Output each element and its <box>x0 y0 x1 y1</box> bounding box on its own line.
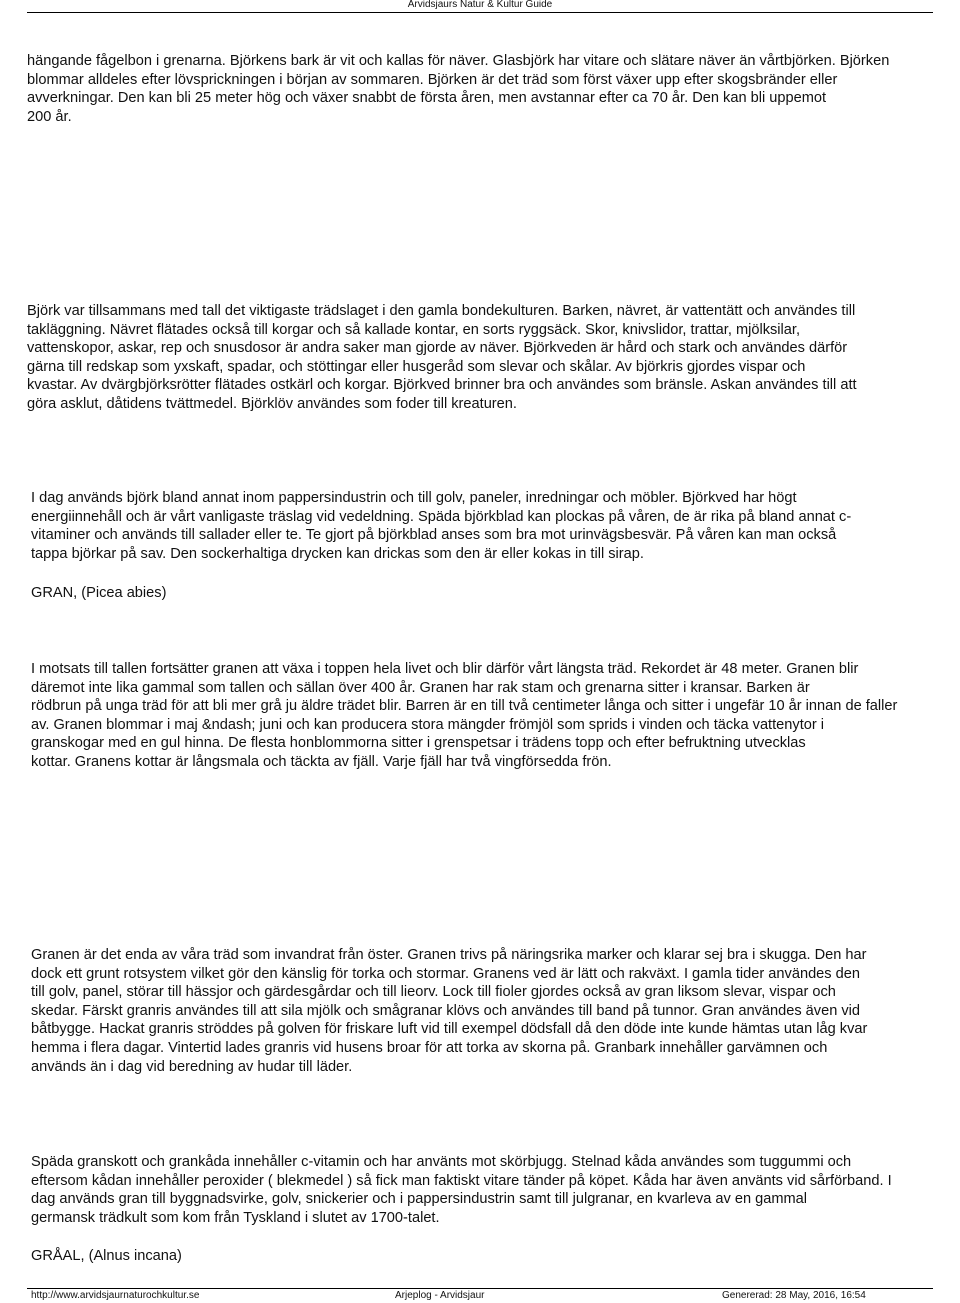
footer-url[interactable]: http://www.arvidsjaurnaturochkultur.se <box>31 1290 200 1301</box>
text-line: Björk var tillsammans med tall det viktigaste trädslaget i den gamla bondekulturen. Barken, nävret, är vattentätt och användes till <box>27 303 856 319</box>
text-line: gärna till redskap som yxskaft, spadar, och stöttingar eller husgeråd som slevar och skålar. Av björkris gjordes vispar och <box>27 358 806 375</box>
text-line: germansk trädkult som kom från Tyskland i slutet av 1700-talet. <box>31 1209 440 1226</box>
text-line: hemma i flera dagar. Vintertid lades granris vid husens broar för att torka av skorna på. Granbark innehåller garvämnen och <box>31 1039 828 1056</box>
text-line: I dag används björk bland annat inom pappersindustrin och till golv, paneler, inredningar och möbler. Björkved har högt <box>31 490 797 506</box>
section-heading: GRAN, (Picea abies) <box>31 585 167 601</box>
text-line: eftersom kådan innehåller peroxider ( blekmedel ) så fick man faktiskt vitare tänder på köpet. Kåda har även använts vid sårförband. I <box>31 1172 892 1189</box>
text-line: båtbygge. Hackat granris ströddes på golven för friskare luft vid till exempel dödsfall då den döde inte kunde hämtas utan låg kvar <box>31 1021 868 1038</box>
text-line: göra asklut, dåtidens tvättmedel. Björklöv användes som foder till kreaturen. <box>27 395 517 412</box>
paragraph-spruce-history <box>31 946 960 1076</box>
header-divider <box>27 12 933 13</box>
text-line: Späda granskott och grankåda innehåller c-vitamin och har använts mot skörbjugg. Stelnad kåda användes som tuggummi och <box>31 1154 852 1170</box>
text-line: hängande fågelbon i grenarna. Björkens bark är vit och kallas för näver. Glasbjörk har vitare och slätare näver än vårtbjörken. Björken <box>27 53 890 69</box>
text-line: blommar alldeles efter lövsprickningen i början av sommaren. Björken är det träd som först växer upp efter skogsbränder eller <box>27 71 838 88</box>
text-line: vitaminer och används till sallader eller te. Te gjort på björkblad anses som bra mot urinvägsbesvär. På våren kan man också <box>31 527 837 544</box>
text-line: skedar. Färskt granris användes till att sila mjölk och smågranar klövs och användes till band på tunnor. Gran användes även vid <box>31 1002 861 1019</box>
heading-graal <box>31 1247 960 1266</box>
text-line: kottar. Granens kottar är långsmala och täckta av fjäll. Varje fjäll har två vingförsedda frön. <box>31 753 612 770</box>
text-line: granskogar med en gul hinna. De flesta honblommorna sitter i grenspetsar i trädens topp och efter befruktning utvecklas <box>31 735 806 752</box>
text-line: Granen är det enda av våra träd som invandrat från öster. Granen trivs på näringsrika marker och klarar sej bra i skugga. Den har <box>31 947 867 963</box>
heading-gran <box>31 584 960 603</box>
paragraph-spruce-uses <box>31 1153 960 1227</box>
paragraph-spruce-description <box>31 660 960 772</box>
footer-generated: Genererad: 28 May, 2016, 16:54 <box>722 1290 866 1301</box>
text-line: avverkningar. Den kan bli 25 meter hög och växer snabbt de första åren, men avstannar efter ca 70 år. Den kan bli uppemot <box>27 90 827 107</box>
text-line: av. Granen blommar i maj &ndash; juni och kan producera stora mängder frömjöl som sprids i vinden och täcka vattenytor i <box>31 716 825 733</box>
paragraph-birch-description <box>27 52 960 126</box>
text-line: används än i dag vid beredning av hudar till läder. <box>31 1058 353 1075</box>
text-line: I motsats till tallen fortsätter granen att växa i toppen hela livet och blir därför vårt längsta träd. Rekordet är 48 meter. Granen blir <box>31 661 859 677</box>
text-line: dag används gran till byggnadsvirke, golv, snickerier och i pappersindustrin samt till julgranar, en kvarleva av en gammal <box>31 1191 808 1208</box>
text-line: tappa björkar på sav. Den sockerhaltiga drycken kan drickas som den är eller kokas in till sirap. <box>31 545 644 562</box>
text-line: vattenskopor, askar, rep och snusdosor är andra saker man gjorde av näver. Björkveden är hård och stark och användes därför <box>27 340 848 357</box>
text-line: 200 år. <box>27 108 72 125</box>
footer-divider <box>27 1288 933 1289</box>
header-title: Arvidsjaurs Natur & Kultur Guide <box>407 0 553 10</box>
text-line: till golv, panel, störar till hässjor och gärdesgårdar och till lieorv. Lock till fioler gjordes också av gran liksom slevar, vispar och <box>31 984 836 1001</box>
text-line: energiinnehåll och är vårt vanligaste träslag vid vedeldning. Späda björkblad kan plockas på våren, de är rika på bland annat c- <box>31 508 852 525</box>
section-heading: GRÅAL, (Alnus incana) <box>31 1248 182 1264</box>
text-line: dock ett grunt rotsystem vilket gör den känslig för torka och stormar. Granens ved är lätt och rakväxt. I gamla tider användes den <box>31 965 861 982</box>
paragraph-birch-history <box>27 302 960 414</box>
text-line: rödbrun på unga träd för att bli mer grå ju äldre trädet blir. Barren är en till två centimeter långa och sitter i ungefär 10 år innan de faller <box>31 698 898 715</box>
paragraph-birch-today <box>31 489 960 563</box>
footer-region: Arjeplog - Arvidsjaur <box>395 1290 485 1301</box>
text-line: kvastar. Av dvärgbjörksrötter flätades ostkärl och korgar. Björkved brinner bra och användes som bränsle. Askan användes till att <box>27 377 857 394</box>
text-line: takläggning. Nävret flätades också till korgar och så kallade kontar, en sorts ryggsäck. Skor, knivslidor, trattar, mjölksilar, <box>27 321 801 338</box>
text-line: däremot inte lika gammal som tallen och sällan över 400 år. Granen har rak stam och grenarna sitter i kransar. Barken är <box>31 679 810 696</box>
